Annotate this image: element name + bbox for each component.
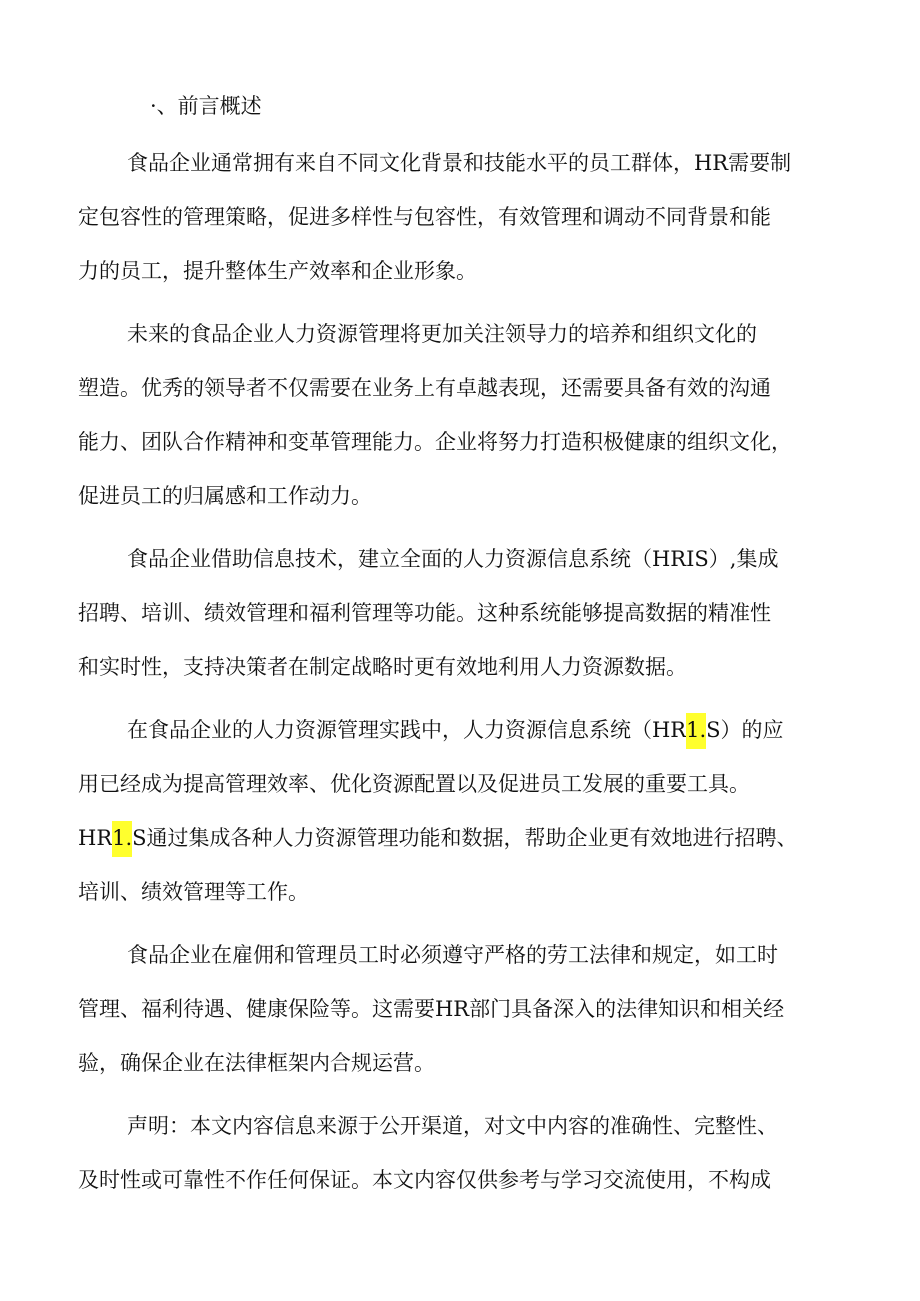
paragraph-4-line-1: [127, 712, 784, 749]
paragraph-2-line-1: 未来的食品企业人力资源管理将更加关注领导力的培养和组织文化的: [127, 322, 757, 346]
paragraph-2-line-4: 促进员工的归属感和工作动力。: [78, 484, 372, 508]
paragraph-4-line-1-start: 在食品企业的人力资源管理实践中，人力资源信息系统（HR: [127, 718, 687, 742]
paragraph-1-line-3: 力的员工，提升整体生产效率和企业形象。: [78, 259, 477, 283]
section-heading: ·、前言概述: [150, 94, 262, 118]
paragraph-3-line-1: 食品企业借助信息技术，建立全面的人力资源信息系统（HRIS）,集成: [127, 547, 779, 571]
paragraph-3-line-2: 招聘、培训、绩效管理和福利管理等功能。这种系统能够提高数据的精准性: [78, 601, 771, 625]
paragraph-4-line-3: [78, 820, 798, 857]
disclaimer-line-1: 声明：本文内容信息来源于公开渠道，对文中内容的准确性、完整性、: [127, 1114, 778, 1138]
paragraph-2-line-3: 能力、团队合作精神和变革管理能力。企业将努力打造积极健康的组织文化，: [78, 430, 792, 454]
paragraph-1-line-2: 定包容性的管理策略，促进多样性与包容性，有效管理和调动不同背景和能: [78, 205, 771, 229]
paragraph-4-line-3-start: HR: [78, 826, 113, 850]
disclaimer-line-2: 及时性或可靠性不作任何保证。本文内容仅供参考与学习交流使用，不构成: [78, 1168, 771, 1192]
paragraph-4-line-3-end: S通过集成各种人力资源管理功能和数据，帮助企业更有效地进行招聘、: [132, 826, 798, 850]
paragraph-4-line-4: 培训、绩效管理等工作。: [78, 880, 309, 904]
highlighted-text: 1.: [112, 821, 132, 857]
paragraph-5-line-2: 管理、福利待遇、健康保险等。这需要HR部门具备深入的法律知识和相关经: [78, 997, 785, 1021]
highlighted-text: 1.: [686, 713, 706, 749]
paragraph-1-line-1: 食品企业通常拥有来自不同文化背景和技能水平的员工群体，HR需要制: [127, 151, 792, 175]
paragraph-5-line-1: 食品企业在雇佣和管理员工时必须遵守严格的劳工法律和规定，如工时: [127, 943, 778, 967]
paragraph-3-line-3: 和实时性，支持决策者在制定战略时更有效地利用人力资源数据。: [78, 655, 687, 679]
paragraph-4-line-2: 用已经成为提高管理效率、优化资源配置以及促进员工发展的重要工具。: [78, 772, 750, 796]
paragraph-5-line-3: 验，确保企业在法律框架内合规运营。: [78, 1051, 435, 1075]
paragraph-2-line-2: 塑造。优秀的领导者不仅需要在业务上有卓越表现，还需要具备有效的沟通: [78, 376, 771, 400]
paragraph-4-line-1-end: S）的应: [706, 718, 784, 742]
